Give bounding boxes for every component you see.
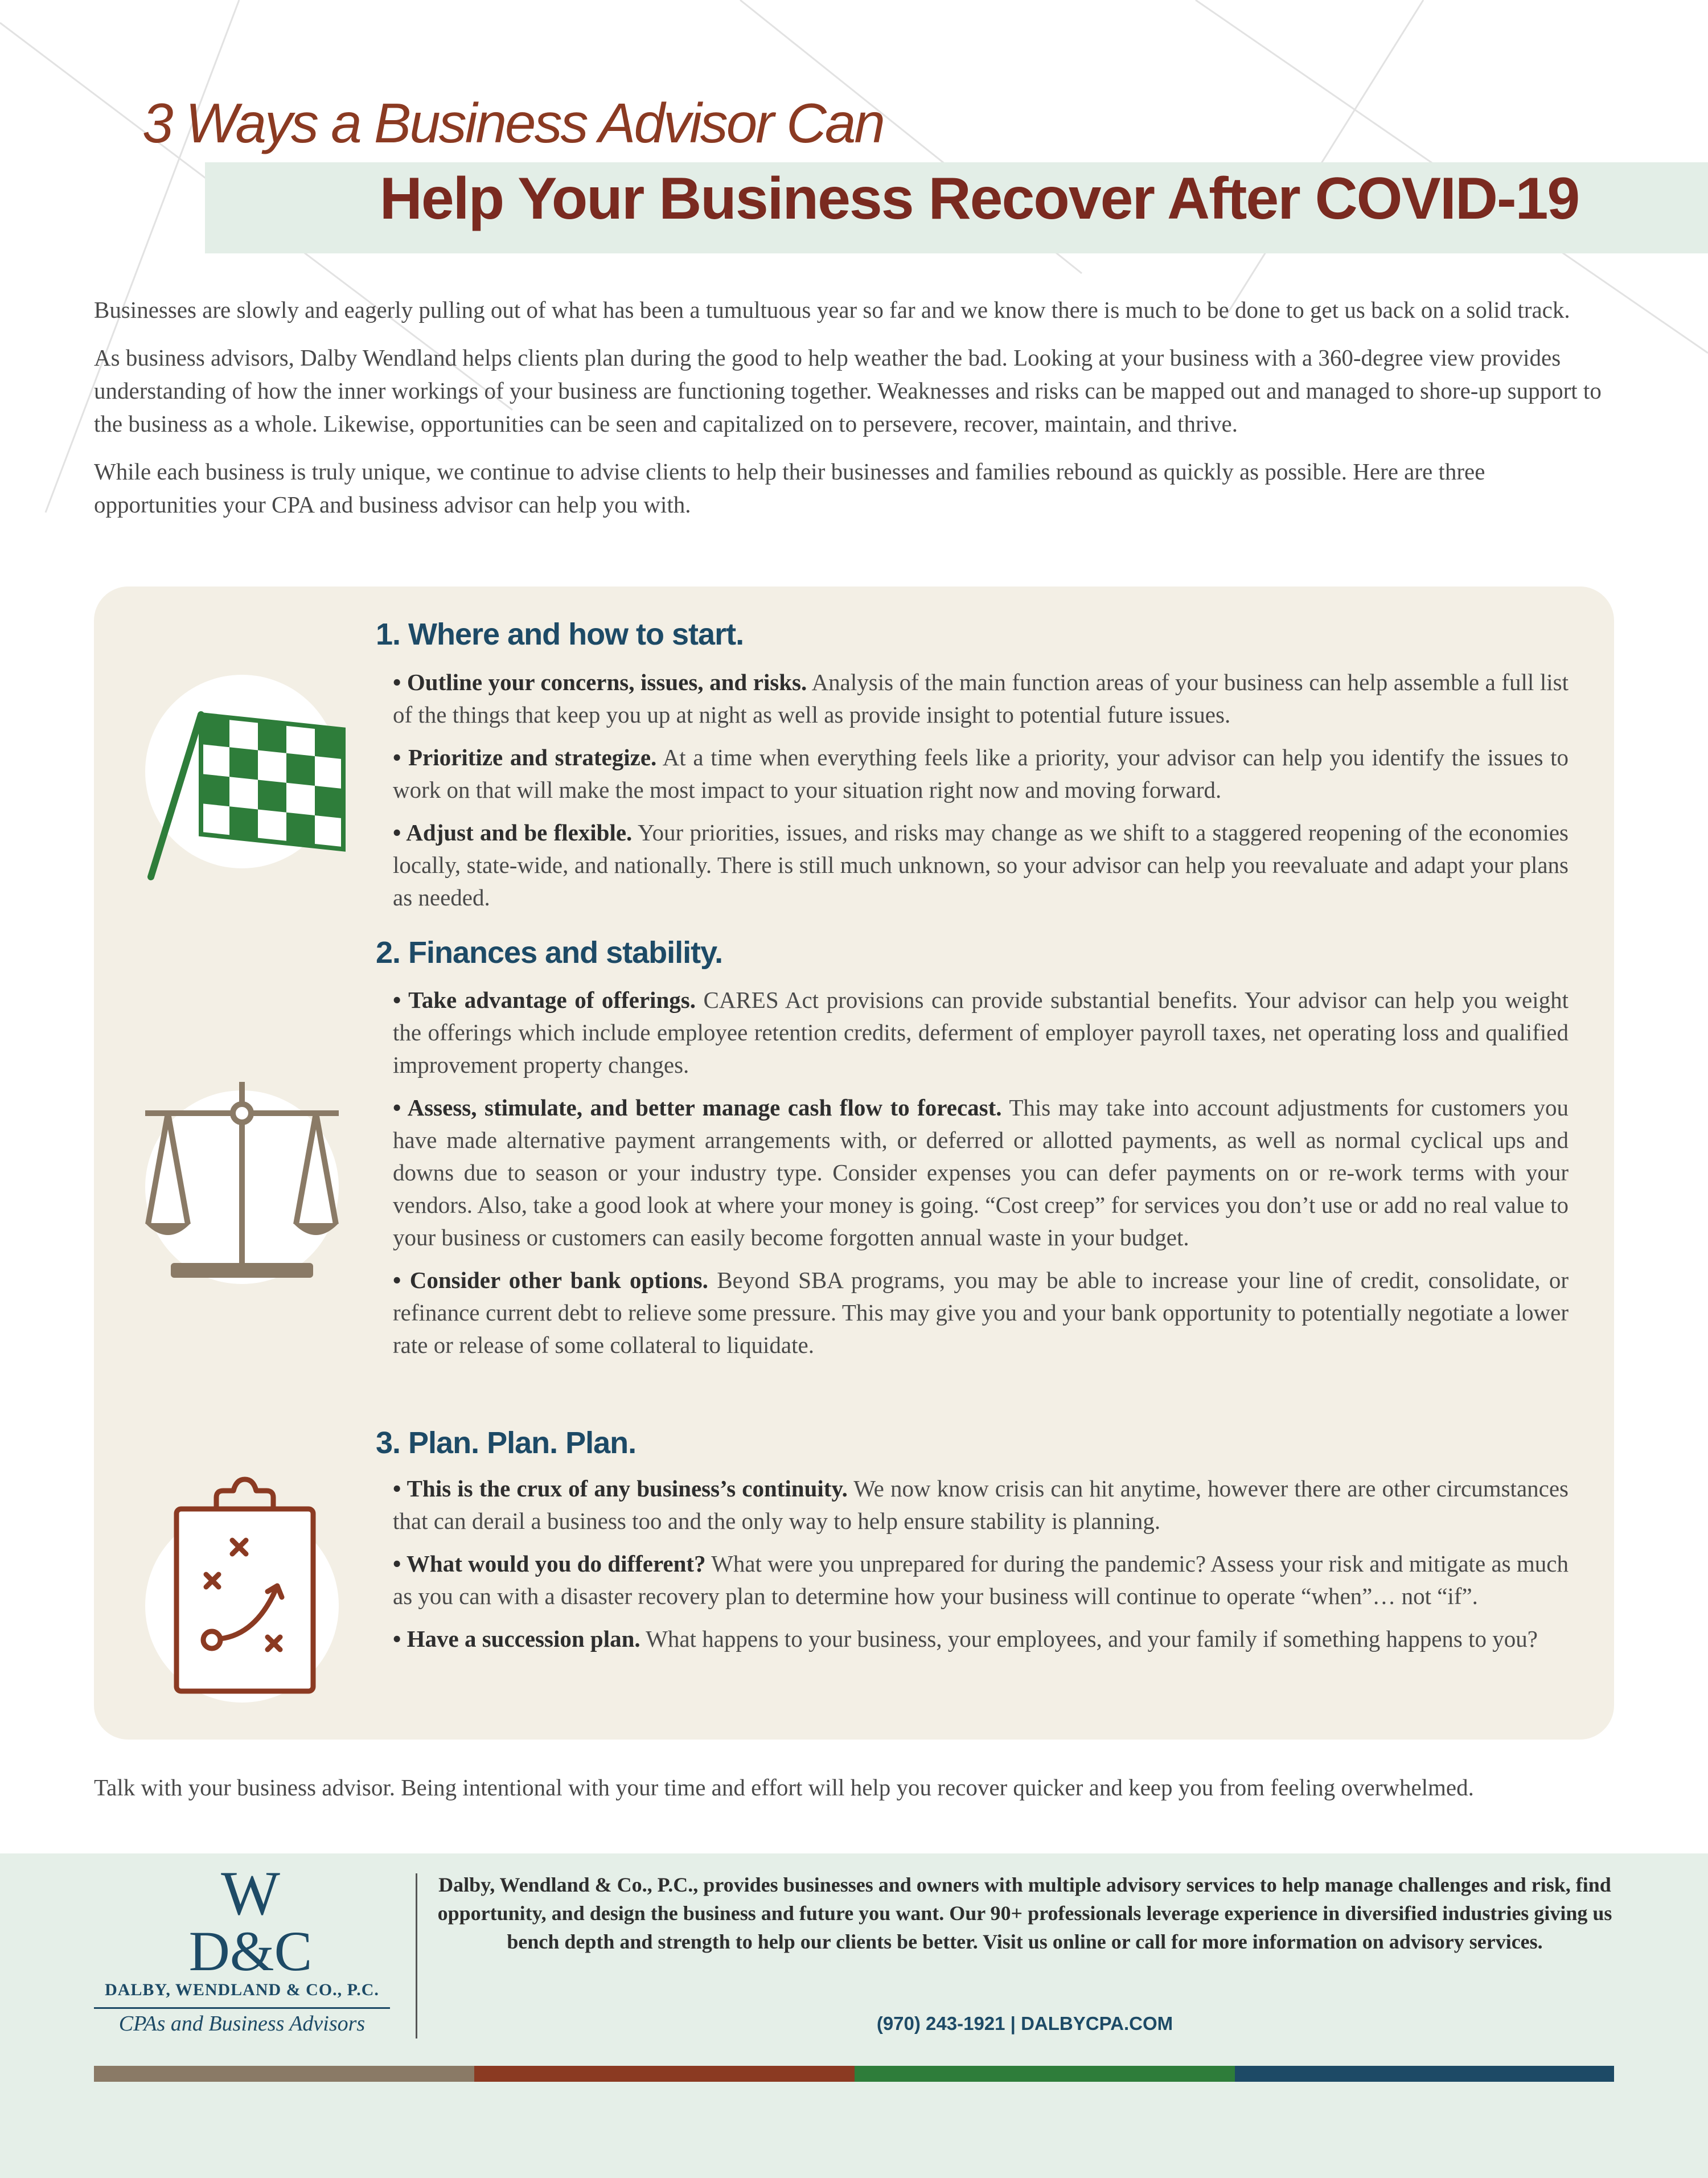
contact-link[interactable]: (970) 243-1921 | DALBYCPA.COM	[876, 2013, 1173, 2034]
list-item: • Consider other bank options. Beyond SBA programs, you may be able to increase your line of credit, consolidate, or refinance current debt to relieve some pressure. This may give you and your bank opportunity to potentially negotiate a lower rate or release of some collateral to liquidate.	[393, 1267, 1569, 1358]
section-2-bullets	[393, 984, 1569, 1361]
divider	[416, 1873, 417, 2038]
svg-text:W: W	[221, 1862, 280, 1928]
section-3-title: 3. Plan. Plan. Plan.	[376, 1426, 637, 1460]
footer-description: Dalby, Wendland & Co., P.C., provides businesses and owners with multiple advisory services to help manage challenges and risk, find opportunity, and design the business and future you want. Our 90+ professionals leverage experience in diversified industries giving us bench depth and strength to help our clients be better. Visit us online or call for more information on advisory services.	[437, 1873, 1612, 1953]
intro-paragraph: While each business is truly unique, we continue to advise clients to help their businesses and families rebound as quickly as possible. Here are three opportunities your CPA and business advisor can help you with.	[94, 458, 1485, 518]
list-item: • This is the crux of any business’s continuity. We now know crisis can hit anytime, however there are other circumstances that can derail a business too and the only way to help ensure stability is planning.	[393, 1475, 1569, 1534]
color-stripe-navy	[1235, 2066, 1614, 2082]
firm-tagline: CPAs and Business Advisors	[118, 2012, 366, 2036]
clipboard-strategy-icon	[159, 1475, 330, 1703]
list-item: • Adjust and be flexible. Your priorities, issues, and risks may change as we shift to a staggered reopening of the economies locally, state-wide, and nationally. There is still much unknown, so your advisor can help you reevaluate and adapt your plans as needed.	[393, 819, 1569, 910]
checkered-flag-icon	[134, 680, 350, 897]
intro-paragraph: As business advisors, Dalby Wendland helps clients plan during the good to help weather the bad. Looking at your business with a 360-degree view provides understanding of how the inner workings of your business are functioning together. Weaknesses and risks can be mapped out and managed to shore-up support to the business as a whole. Likewise, opportunities can be seen and capitalized on to persevere, recover, maintain, and thrive.	[94, 344, 1602, 437]
page-subtitle: 3 Ways a Business Advisor Can	[142, 92, 884, 154]
section-3-bullets	[393, 1472, 1569, 1655]
section-2-title: 2. Finances and stability.	[376, 936, 723, 970]
list-item: • Take advantage of offerings. CARES Act provisions can provide substantial benefits. Your advisor can help you weight the offerings which include employee retention credits, deferment of employer payroll taxes, net operating loss and qualified improvement property changes.	[393, 987, 1569, 1078]
color-stripe-rust	[474, 2066, 855, 2082]
firm-logo	[176, 1862, 325, 1976]
page-title: Help Your Business Recover After COVID-19	[379, 166, 1579, 232]
list-item: • Have a succession plan. What happens to your business, your employees, and your family if something happens to you?	[393, 1626, 1538, 1652]
intro-paragraph: Businesses are slowly and eagerly pulling out of what has been a tumultuous year so far and we know there is much to be done to get us back on a solid track.	[94, 297, 1570, 323]
section-1-title: 1. Where and how to start.	[376, 617, 744, 651]
divider	[94, 2007, 390, 2009]
color-stripe-taupe	[94, 2066, 474, 2082]
svg-text:D&C: D&C	[188, 1919, 313, 1976]
list-item: • Prioritize and strategize. At a time when everything feels like a priority, your advisor can help you identify the issues to work on that will make the most impact to your situation right now and moving forward.	[393, 744, 1569, 803]
firm-name: DALBY, WENDLAND & CO., P.C.	[105, 1980, 379, 1999]
intro-text	[94, 293, 1614, 536]
list-item: • Outline your concerns, issues, and risks. Analysis of the main function areas of your business can help assemble a full list of the things that keep you up at night as well as provide insight to potential future issues.	[393, 669, 1569, 728]
list-item: • Assess, stimulate, and better manage cash flow to forecast. This may take into account adjustments for customers you have made alternative payment arrangements with, or deferred or allotted payments, as well as normal cyclical ups and downs due to season or your industry type. Consider expenses you can defer payments on or re-work terms with your vendors. Also, take a good look at where your money is going. “Cost creep” for services you don’t use or add no real value to your business or customers can easily become forgotten annual waste in your budget.	[393, 1094, 1569, 1250]
color-stripe-green	[855, 2066, 1235, 2082]
balance-scale-icon	[134, 1076, 350, 1293]
closing-text: Talk with your business advisor. Being intentional with your time and effort will help you recover quicker and keep you from feeling overwhelmed.	[94, 1774, 1474, 1800]
section-1-bullets	[393, 666, 1569, 914]
list-item: • What would you do different? What were you unprepared for during the pandemic? Assess your risk and mitigate as much as you can with a disaster recovery plan to determine how your business will continue to operate “when”… not “if”.	[393, 1551, 1569, 1609]
